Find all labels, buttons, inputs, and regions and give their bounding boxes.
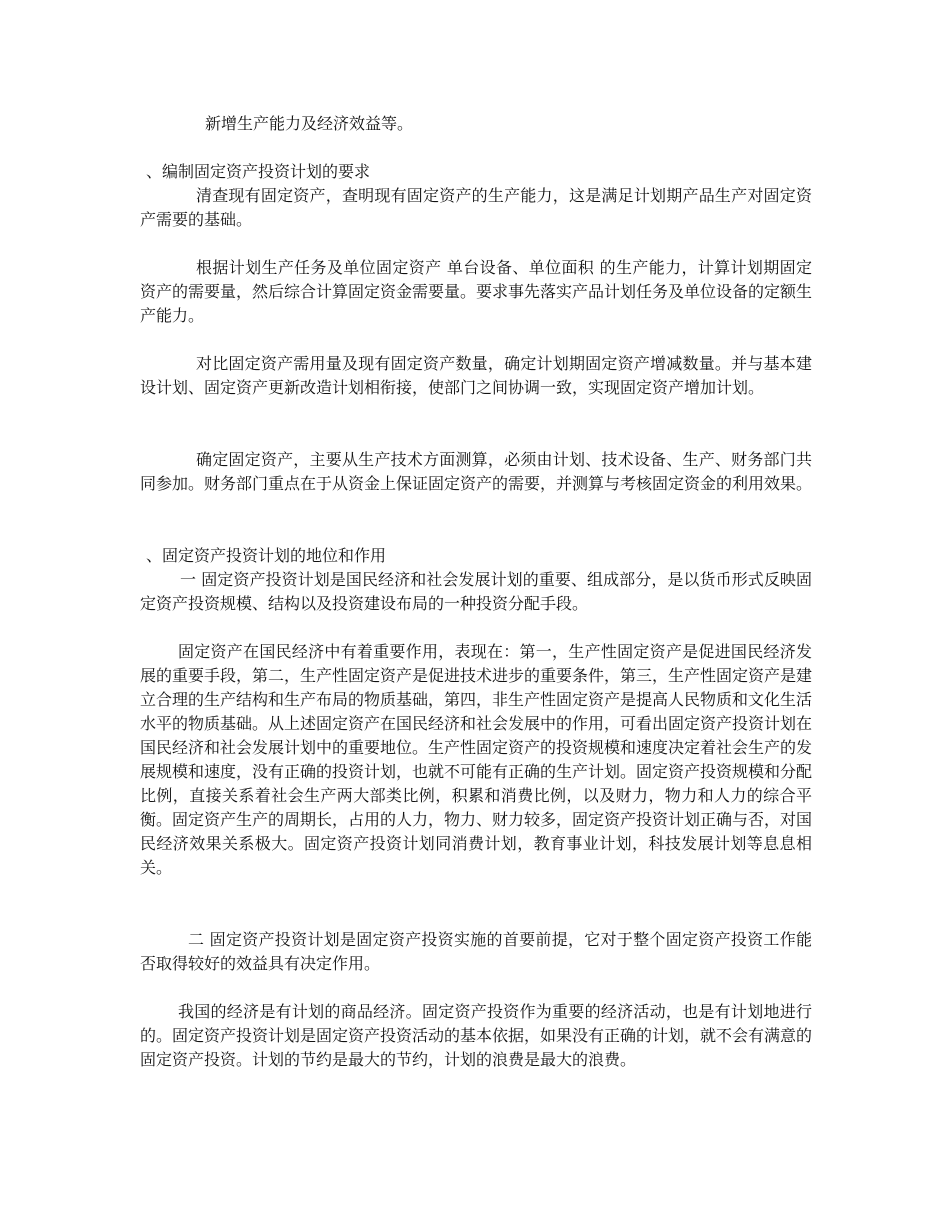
paragraph-1: 清查现有固定资产，查明现有固定资产的生产能力，这是满足计划期产品生产对固定资产需要的基础。	[140, 186, 812, 229]
paragraph-5: 一 固定资产投资计划是国民经济和社会发展计划的重要、组成部分，是以货币形式反映固定资产投资规模、结构以及投资建设布局的一种投资分配手段。	[140, 570, 812, 613]
paragraph-7: 二 固定资产投资计划是固定资产投资实施的首要前提，它对于整个固定资产投资工作能否取得较好的效益具有决定作用。	[140, 930, 812, 973]
paragraph-3: 对比固定资产需用量及现有固定资产数量，确定计划期固定资产增减数量。并与基本建设计划、固定资产更新改造计划相衔接，使部门之间协调一致，实现固定资产增加计划。	[140, 354, 812, 397]
paragraph-8: 我国的经济是有计划的商品经济。固定资产投资作为重要的经济活动，也是有计划地进行的。固定资产投资计划是固定资产投资活动的基本依据，如果没有正确的计划，就不会有满意的固定资产投资。计划的节约是最大的节约，计划的浪费是最大的浪费。	[140, 1002, 813, 1069]
paragraph-2: 根据计划生产任务及单位固定资产 单台设备、单位面积 的生产能力，计算计划期固定资产的需要量，然后综合计算固定资金需要量。要求事先落实产品计划任务及单位设备的定额生产能力。	[140, 258, 813, 325]
section-heading-requirements: 、编制固定资产投资计划的要求	[146, 162, 371, 181]
paragraph-4: 确定固定资产，主要从生产技术方面测算，必须由计划、技术设备、生产、财务部门共同参加。财务部门重点在于从资金上保证固定资产的需要，并测算与考核固定资金的利用效果。	[140, 450, 813, 493]
intro-line: 新增生产能力及经济效益等。	[205, 114, 414, 133]
paragraph-6: 固定资产在国民经济中有着重要作用，表现在：第一，生产性固定资产是促进国民经济发展的重要手段，第二，生产性固定资产是促进技术进步的重要条件，第三，生产性固定资产是建立合理的生产结构和生产布局的物质基础，第四，非生产性固定资产是提高人民物质和文化生活水平的物质基础。从上述固定资产在国民经济和社会发展中的作用，可看出固定资产投资计划在国民经济和社会发展计划中的重要地位。生产性固定资产的投资规模和速度决定着社会生产的发展规模和速度，没有正确的投资计划，也就不可能有正确的生产计划。固定资产投资规模和分配比例，直接关系着社会生产两大部类比例，积累和消费比例，以及财力，物力和人力的综合平衡。固定资产生产的周期长，占用的人力，物力、财力较多，固定资产投资计划正确与否，对国民经济效果关系极大。固定资产投资计划同消费计划，教育事业计划，科技发展计划等息息相关。	[140, 642, 813, 877]
section-heading-role: 、固定资产投资计划的地位和作用	[146, 546, 387, 565]
